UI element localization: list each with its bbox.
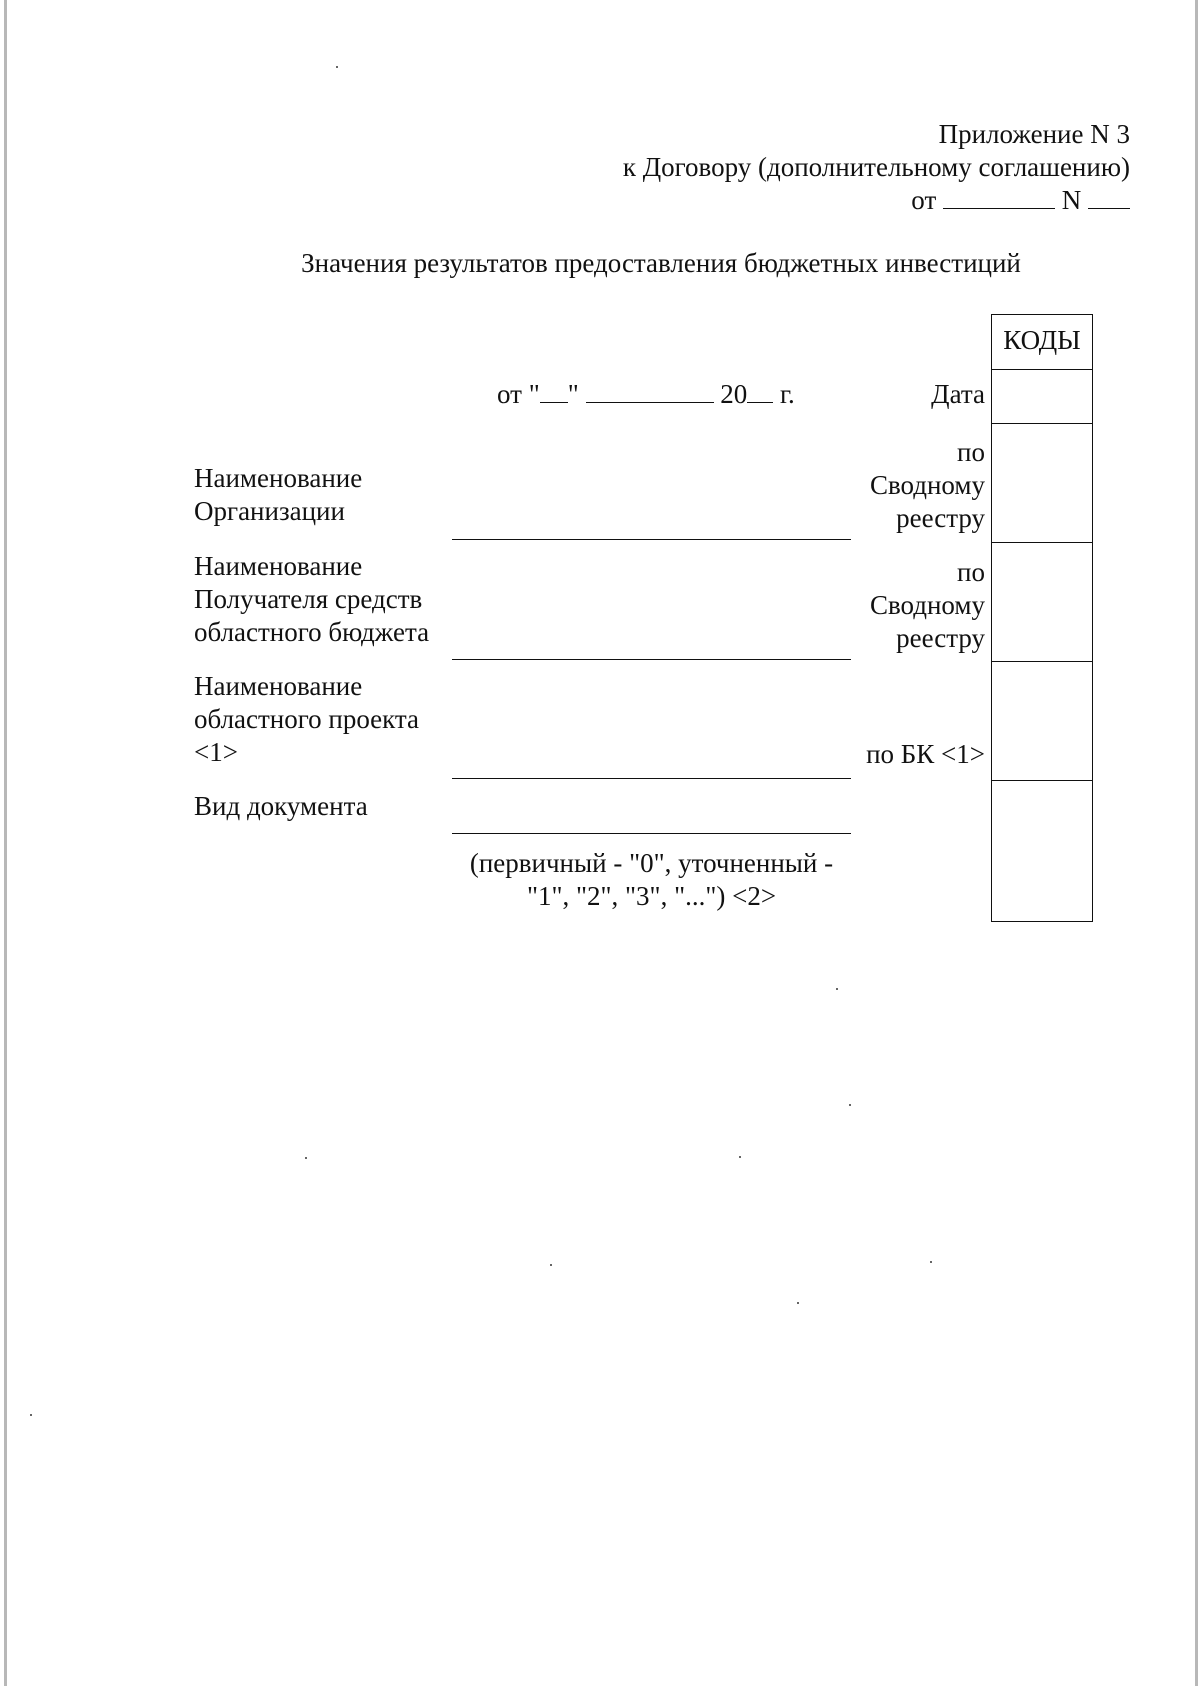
project-label-line2: областного проекта bbox=[194, 704, 420, 734]
scan-speck bbox=[930, 1261, 932, 1263]
contract-number-blank[interactable] bbox=[1088, 186, 1130, 209]
from-label: от bbox=[911, 185, 937, 215]
page-title: Значения результатов предоставления бюджетных инвестиций bbox=[301, 248, 1021, 278]
project-name-field[interactable] bbox=[452, 778, 851, 779]
registry-label-2-line2: Сводному bbox=[869, 590, 985, 620]
month-blank[interactable] bbox=[586, 380, 714, 403]
scan-speck bbox=[797, 1302, 799, 1304]
registry-label-2-line1: по bbox=[957, 557, 985, 587]
codes-header: КОДЫ bbox=[1003, 325, 1081, 355]
document-type-field[interactable] bbox=[452, 833, 851, 834]
document-type-code-cell[interactable] bbox=[992, 780, 1092, 920]
scan-speck bbox=[550, 1264, 552, 1266]
scan-speck bbox=[30, 1414, 32, 1416]
recipient-label-line1: Наименование bbox=[194, 551, 363, 581]
codes-table bbox=[991, 314, 1093, 922]
registry-label-2-line3: реестру bbox=[896, 623, 985, 653]
document-type-hint-line2: "1", "2", "3", "...") <2> bbox=[526, 881, 777, 911]
organization-name-field[interactable] bbox=[452, 539, 851, 540]
contract-date-number-line bbox=[911, 184, 1130, 217]
registry-label-line3: реестру bbox=[896, 503, 985, 533]
codes-header-cell bbox=[992, 315, 1092, 370]
number-label: N bbox=[1061, 185, 1082, 215]
scan-speck bbox=[336, 66, 338, 68]
day-blank[interactable] bbox=[540, 380, 568, 403]
project-label-line3: <1> bbox=[194, 737, 238, 767]
document-type-hint-line1: (первичный - "0", уточненный - bbox=[469, 848, 834, 878]
registry-label-line1: по bbox=[957, 437, 985, 467]
project-label-line1: Наименование bbox=[194, 671, 363, 701]
appendix-label: Приложение N 3 bbox=[938, 119, 1130, 149]
contract-date-blank[interactable] bbox=[943, 186, 1055, 209]
scan-speck bbox=[836, 988, 838, 990]
registry-label-line2: Сводному bbox=[869, 470, 985, 500]
recipient-name-field[interactable] bbox=[452, 659, 851, 660]
organization-label-line1: Наименование bbox=[194, 463, 363, 493]
recipient-label-line3: областного бюджета bbox=[194, 617, 430, 647]
date-code-cell[interactable] bbox=[992, 369, 1092, 424]
budget-code-label: по БК <1> bbox=[866, 739, 985, 769]
scan-speck bbox=[305, 1157, 307, 1159]
scan-speck bbox=[739, 1156, 741, 1158]
document-date-line bbox=[497, 378, 795, 411]
contract-reference: к Договору (дополнительному соглашению) bbox=[622, 152, 1130, 182]
recipient-registry-code-cell[interactable] bbox=[992, 542, 1092, 662]
year-blank[interactable] bbox=[747, 380, 773, 403]
recipient-label-line2: Получателя средств bbox=[194, 584, 423, 614]
date-quote: " bbox=[567, 379, 579, 409]
date-prefix: от " bbox=[497, 379, 540, 409]
budget-code-cell[interactable] bbox=[992, 661, 1092, 781]
organization-label-line2: Организации bbox=[194, 496, 345, 526]
document-type-label: Вид документа bbox=[194, 791, 368, 821]
year-prefix: 20 bbox=[720, 379, 748, 409]
year-suffix: г. bbox=[780, 379, 795, 409]
organization-registry-code-cell[interactable] bbox=[992, 423, 1092, 543]
date-code-label: Дата bbox=[931, 379, 985, 409]
scan-speck bbox=[849, 1104, 851, 1106]
